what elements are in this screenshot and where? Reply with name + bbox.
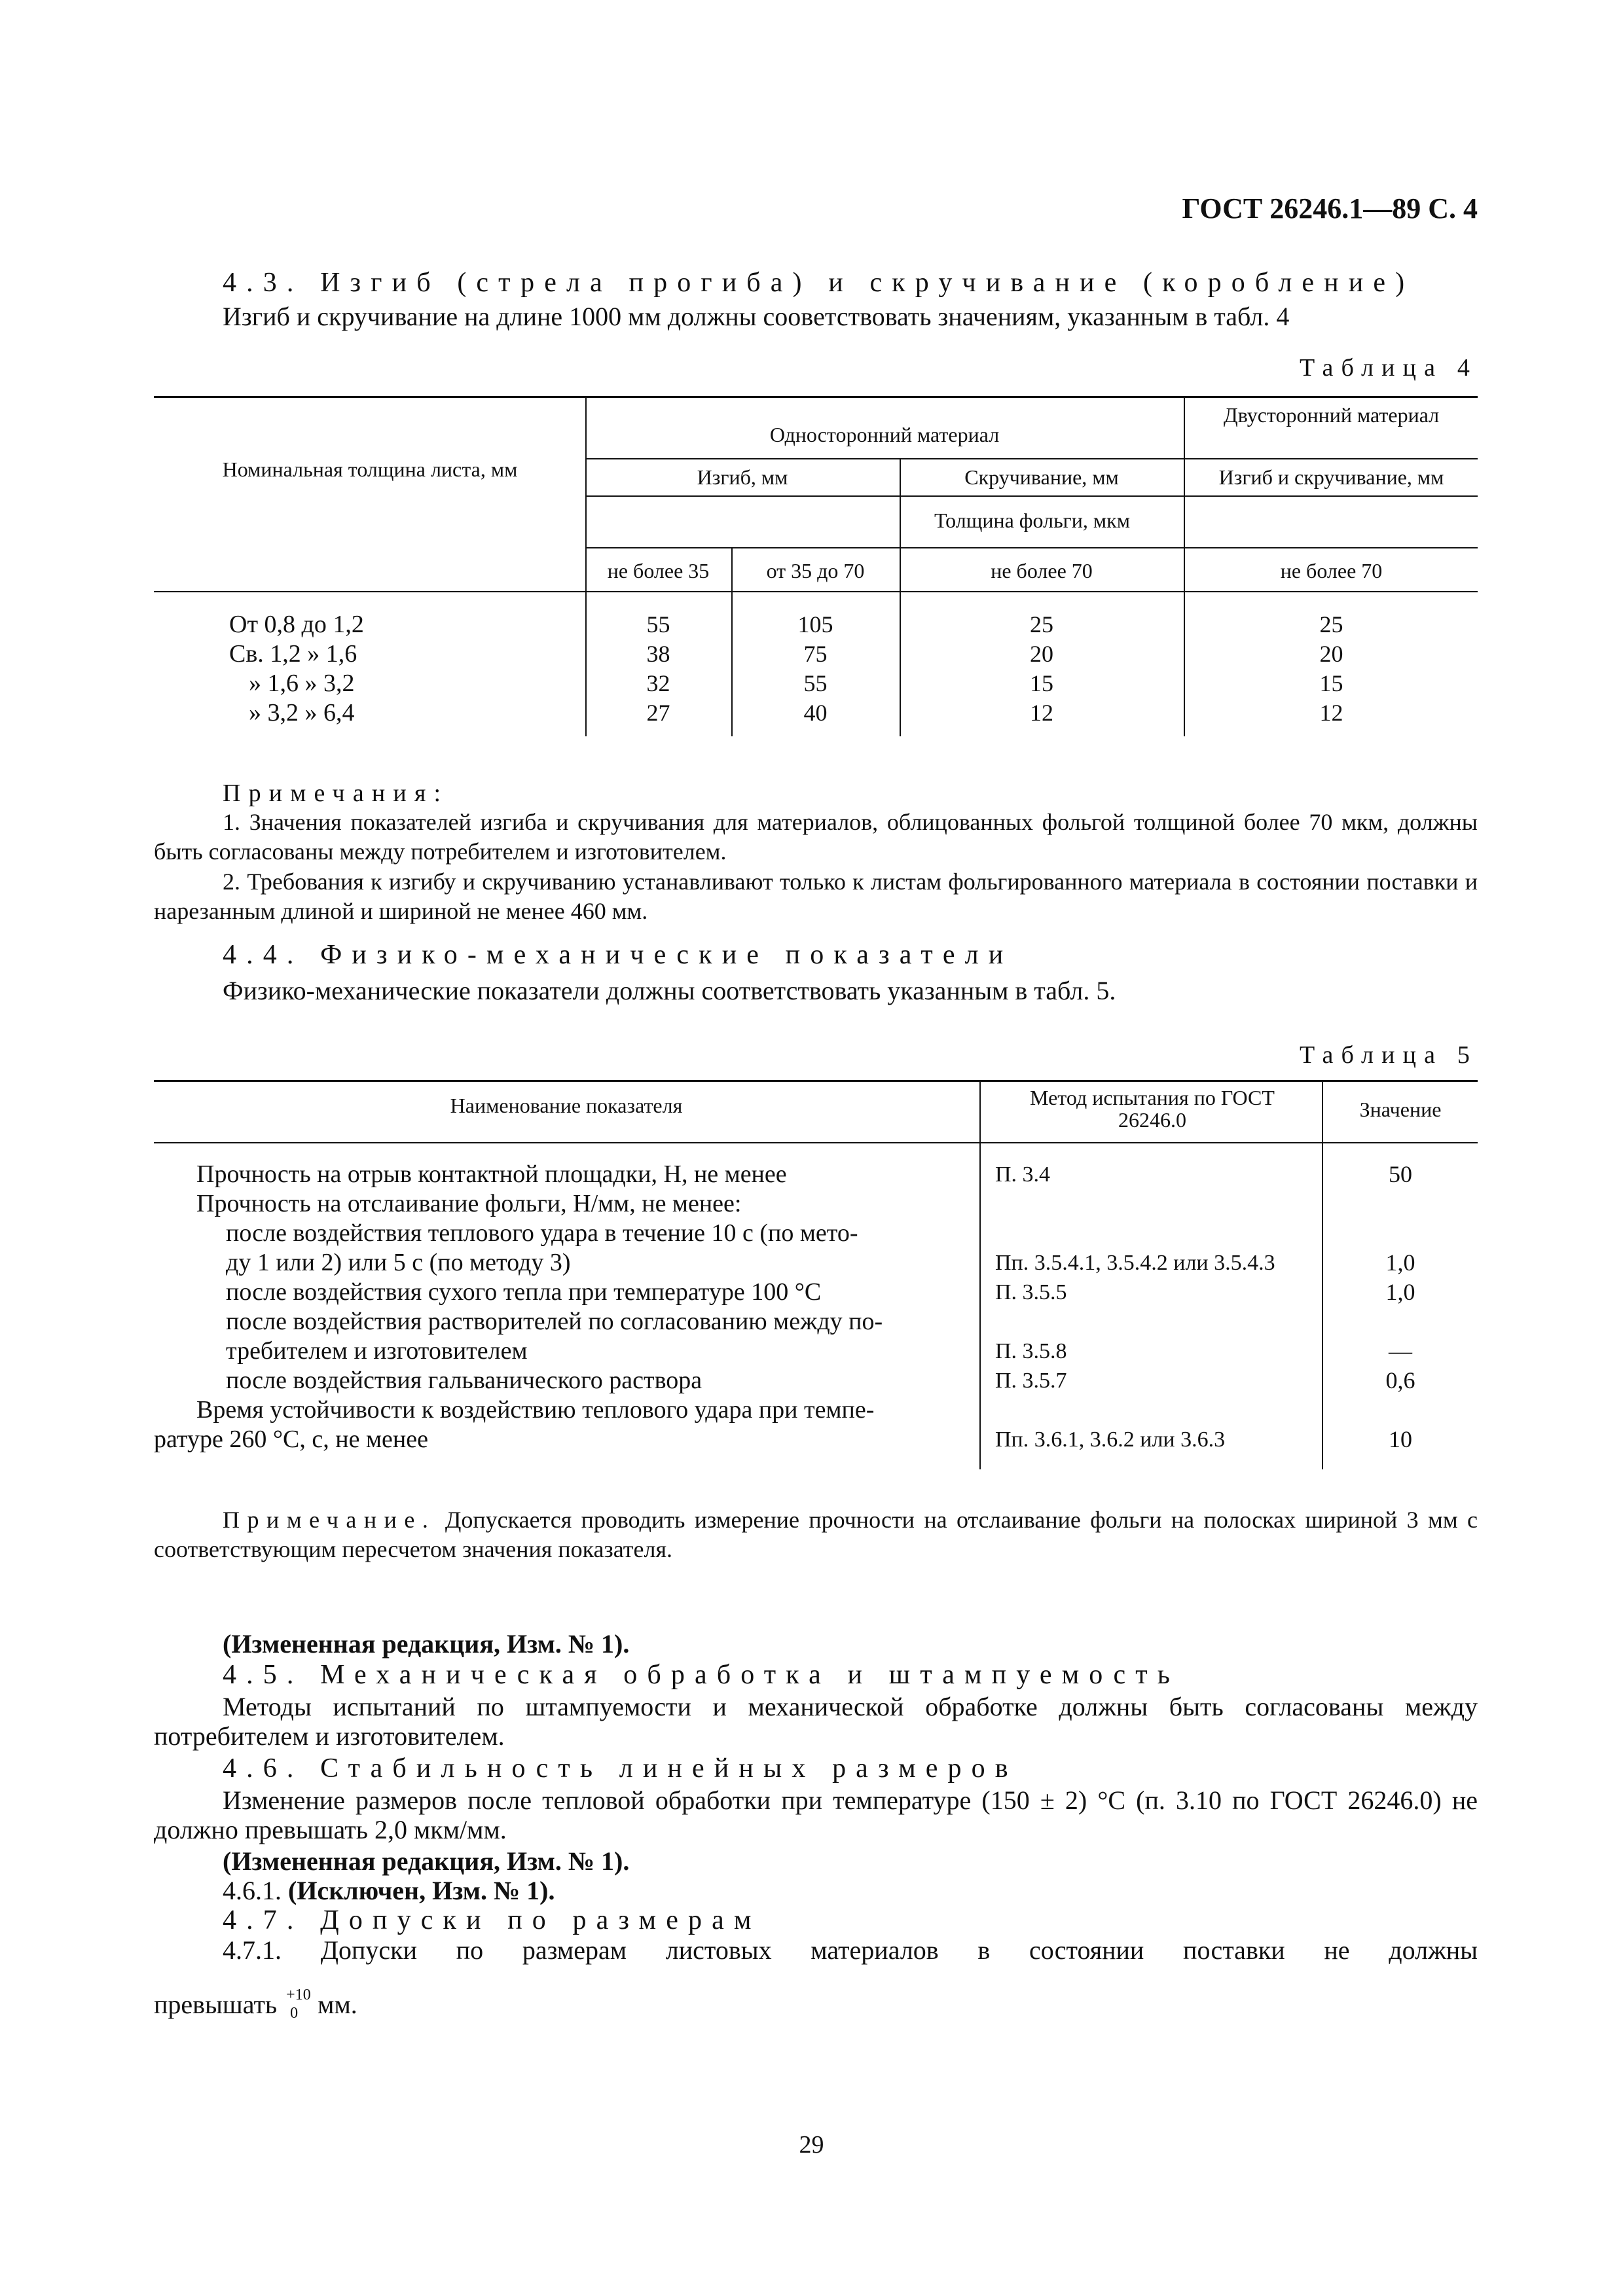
section-4-6-1-text: (Исключен, Изм. № 1).: [288, 1876, 555, 1905]
section-4-6-1-number: 4.6.1.: [223, 1876, 282, 1905]
table-5-row-value: 0,6: [1385, 1367, 1415, 1393]
table-5-row-value: 1,0: [1385, 1249, 1415, 1276]
table-5-header-method: Метод испытания по ГОСТ 26246.0: [1030, 1086, 1275, 1132]
table-4-header-c3: не более 70: [991, 559, 1093, 583]
table-cell: 105: [797, 611, 833, 637]
table-4-header-foil: Толщина фольги, мкм: [934, 509, 1130, 532]
table-cell: 20: [1030, 641, 1053, 667]
table-4-row-label: Св. 1,2 » 1,6: [229, 640, 357, 668]
table-5-row-name: после воздействия сухого тепла при температуре 100 °С: [226, 1278, 822, 1306]
page-header: ГОСТ 26246.1—89 С. 4: [1182, 192, 1478, 224]
table-5-label: Таблица 5: [1300, 1041, 1478, 1069]
section-4-5-heading: 4.5. Механическая обработка и штампуемость: [223, 1660, 1180, 1690]
tolerance-value: [283, 1986, 311, 2022]
table-5-row-name: требителем и изготовителем: [226, 1337, 528, 1365]
table-cell: 38: [646, 641, 670, 667]
table-cell: 12: [1319, 700, 1343, 726]
table-5-row-method: П. 3.5.8: [995, 1339, 1067, 1363]
table-cell: 12: [1030, 700, 1053, 726]
table-4-header-twist: Скручивание, мм: [964, 465, 1119, 489]
table-4-header-rule: [154, 591, 1478, 592]
table-5-row-name: ратуре 260 °С, с, не менее: [154, 1426, 428, 1453]
table-cell: 25: [1030, 611, 1053, 637]
section-4-6-text: Изменение размеров после тепловой обработки при температуре (150 ± 2) °С (п. 3.10 по ГОСТ 26246.0) не должно превышать 2,0 мкм/мм.: [154, 1785, 1478, 1844]
table-5-row-method: П. 3.5.5: [995, 1280, 1067, 1304]
table-4-header-thickness: Номинальная толщина листа, мм: [222, 457, 518, 481]
table-5-row-value: —: [1389, 1338, 1412, 1364]
table-cell: 27: [646, 700, 670, 726]
table-4-header-two-sided: Двусторонний материал: [1223, 403, 1440, 427]
table-cell: 25: [1319, 611, 1343, 637]
table-5-header-rule: [154, 1142, 1478, 1143]
table-4-rule: [585, 547, 1478, 548]
section-4-7-1-unit: мм.: [318, 1990, 357, 2019]
table-4-rule: [585, 458, 1478, 459]
table-5-row-method: Пп. 3.6.1, 3.6.2 или 3.6.3: [995, 1427, 1226, 1452]
table-5-row-name: после воздействия растворителей по согласованию между по-: [226, 1308, 883, 1335]
table-cell: 15: [1319, 670, 1343, 696]
note-5-title: Примечание.: [223, 1507, 436, 1533]
table-cell: 32: [646, 670, 670, 696]
table-5-row-name: после воздействия гальванического раствора: [226, 1367, 702, 1394]
notes-4-item-2: 2. Требования к изгибу и скручиванию устанавливают только к листам фольгированного материала в состоянии поставки и нарезанным длиной и шириной не менее 460 мм.: [154, 869, 1478, 924]
table-5-row-value: 50: [1389, 1161, 1412, 1187]
table-5-row-method: Пп. 3.5.4.1, 3.5.4.2 или 3.5.4.3: [995, 1251, 1275, 1275]
section-4-5-text: Методы испытаний по штампуемости и механической обработке должны быть согласованы между потребителем и изготовителем.: [154, 1692, 1478, 1751]
table-5-row-name: Прочность на отрыв контактной площадки, Н, не менее: [196, 1160, 787, 1188]
table-4-row-label: » 1,6 » 3,2: [249, 670, 355, 697]
amendment-note-2: (Измененная редакция, Изм. № 1).: [223, 1846, 630, 1876]
table-4-label: Таблица 4: [1300, 354, 1478, 382]
note-5: [154, 1505, 1478, 1564]
table-4-row-label: » 3,2 » 6,4: [249, 699, 355, 726]
table-5-header-name: Наименование показателя: [450, 1094, 683, 1117]
section-4-3-text: Изгиб и скручивание на длине 1000 мм должны соовeтствовать значениям, указанным в табл. 4: [223, 302, 1290, 331]
table-4-row-label: От 0,8 до 1,2: [229, 611, 364, 638]
table-cell: 15: [1030, 670, 1053, 696]
table-4-header-bend-twist: Изгиб и скручивание, мм: [1218, 465, 1444, 489]
table-5-row-method: П. 3.4: [995, 1162, 1051, 1187]
section-4-7-1-text: превышать: [154, 1990, 278, 2019]
section-4-4-text: Физико-механические показатели должны соответствовать указанным в табл. 5.: [223, 976, 1116, 1005]
section-4-4-heading: 4.4. Физико-механические показатели: [223, 940, 1013, 970]
tolerance-lower: 0: [290, 2005, 299, 2022]
table-4-header-bend: Изгиб, мм: [697, 465, 788, 489]
table-5-row-name: Прочность на отслаивание фольги, Н/мм, не менее:: [196, 1190, 742, 1217]
note-5-text: Допускается проводить измерение прочности на отслаивание фольги на полосках шириной 3 мм с соответствующим пересчетом значения показателя.: [154, 1507, 1478, 1562]
section-4-6-heading: 4.6. Стабильность линейных размеров: [223, 1753, 1018, 1784]
table-4-header-c2: от 35 до 70: [766, 559, 865, 583]
table-cell: 40: [803, 700, 828, 726]
table-cell: 20: [1319, 641, 1343, 667]
table-4-header-c4: не более 70: [1280, 559, 1383, 583]
table-5-top-rule: [154, 1080, 1478, 1082]
table-cell: 75: [803, 641, 828, 667]
table-5-row-value: 1,0: [1385, 1279, 1415, 1305]
section-4-7-1-line-1: 4.7.1. Допуски по размерам листовых материалов в состоянии поставки не должны: [223, 1935, 1478, 1965]
section-4-7-heading: 4.7. Допуски по размерам: [223, 1905, 761, 1935]
table-5-row-value: 10: [1389, 1426, 1412, 1452]
notes-4-item-1: 1. Значения показателей изгиба и скручивания для материалов, облицованных фольгой толщиной более 70 мкм, должны быть согласованы между потребителем и изготовителем.: [154, 809, 1478, 865]
page-number: 29: [799, 2131, 824, 2159]
table-5-row-name: после воздействия теплового удара в течение 10 с (по мето-: [226, 1219, 858, 1247]
section-4-7-1-line-2: [154, 1986, 357, 2022]
table-5-col-line: [979, 1080, 981, 1469]
table-cell: 55: [803, 670, 828, 696]
table-4-top-rule: [154, 396, 1478, 398]
section-4-6-1: [223, 1875, 555, 1906]
table-5-row-name: Время устойчивости к воздействию теплового удара при темпе-: [196, 1396, 875, 1424]
table-5-row-name: ду 1 или 2) или 5 с (по методу 3): [226, 1249, 571, 1276]
section-4-3-heading: 4.3. Изгиб (стрела прогиба) и скручивание (коробление): [223, 268, 1415, 298]
table-4-header-c1: не более 35: [607, 559, 710, 583]
table-5-header-value: Значение: [1359, 1098, 1442, 1121]
table-cell: 55: [646, 611, 670, 637]
table-4-header-one-sided: Односторонний материал: [769, 423, 1000, 446]
tolerance-upper: +10: [286, 1986, 311, 2003]
table-4-rule: [585, 495, 1478, 497]
amendment-note-1: (Измененная редакция, Изм. № 1).: [223, 1629, 630, 1659]
notes-4-title: Примечания:: [223, 780, 449, 807]
table-5-row-method: П. 3.5.7: [995, 1369, 1067, 1393]
